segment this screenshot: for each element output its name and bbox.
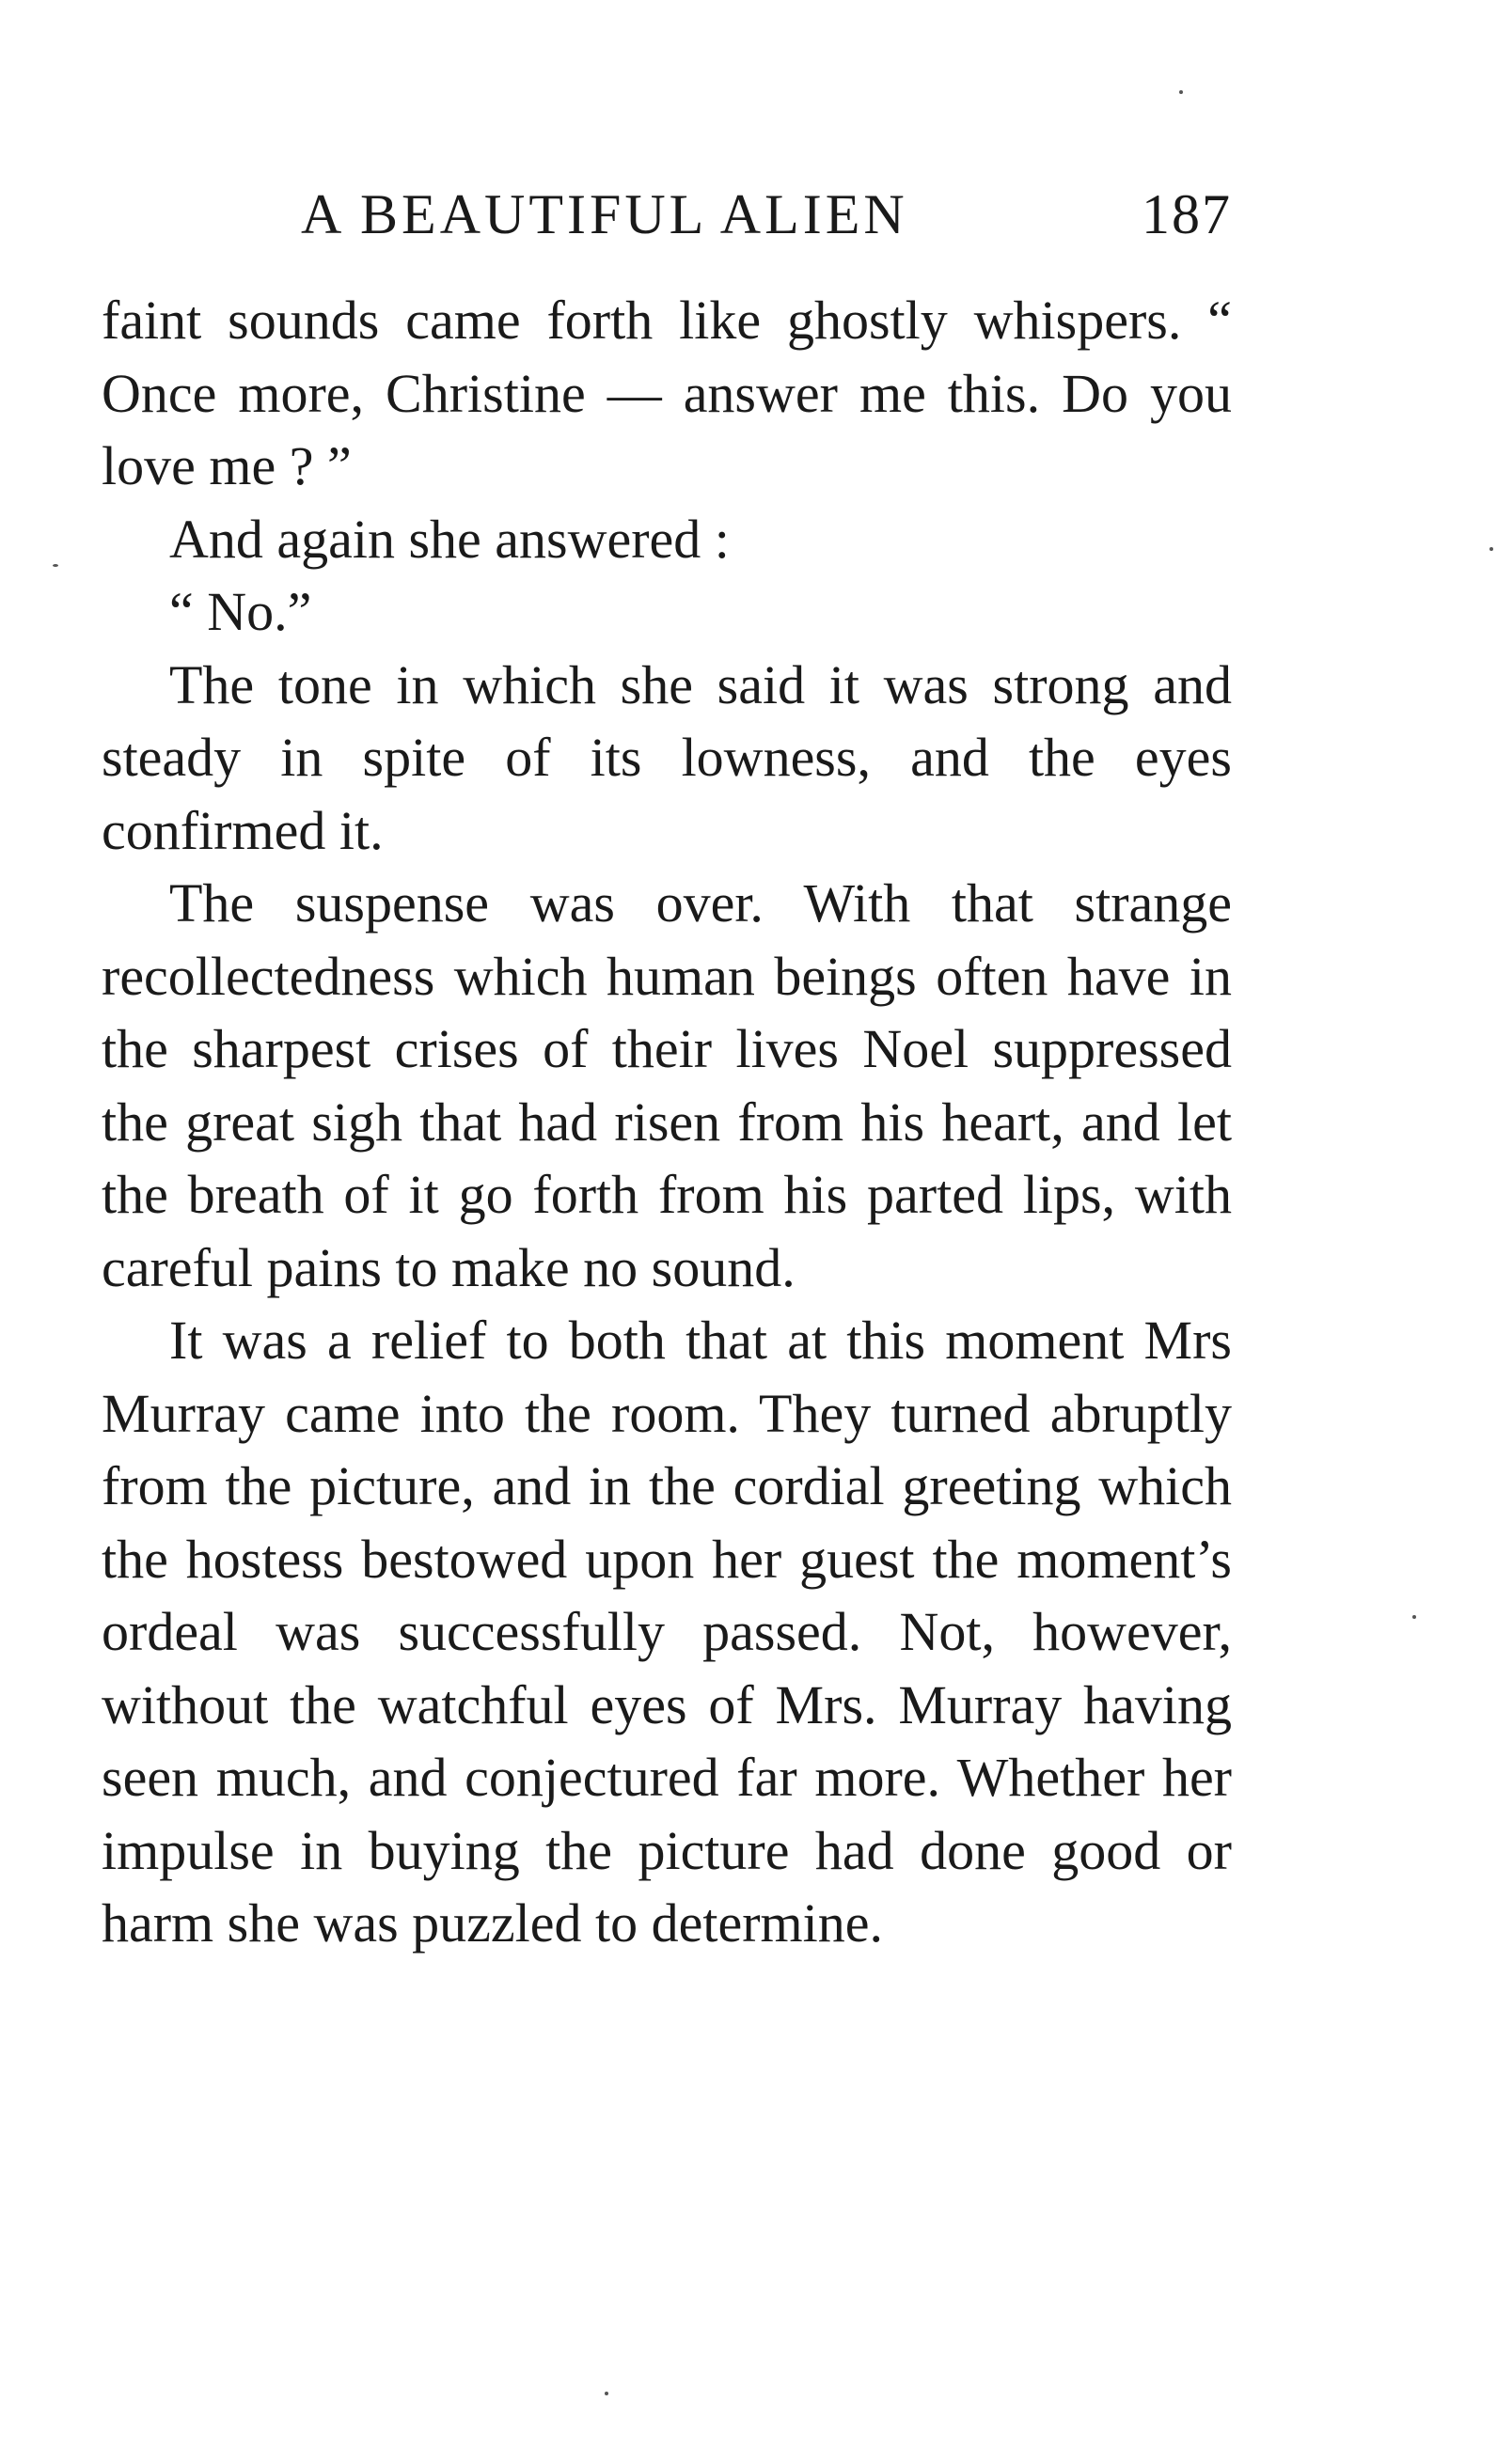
scan-speck xyxy=(1489,547,1493,551)
paragraph: The tone in which she said it was strong and steady in spite of its lowness, and the eyes confirmed it. xyxy=(102,653,1232,861)
scan-speck xyxy=(53,564,58,567)
page-header xyxy=(102,177,1232,252)
paragraph-continued: faint sounds came forth like ghostly whispers. “ Once more, Christine — answer me this. Do you love me ? ” xyxy=(102,290,1232,496)
scan-speck xyxy=(1179,90,1183,94)
paragraph: “ No.” xyxy=(169,581,312,642)
running-title: A BEAUTIFUL ALIEN xyxy=(301,183,908,245)
paragraph: The suspense was over. With that strange recollectedness which human beings often have in the sharpest crises of their lives Noel suppressed the great sigh that had risen from his heart, and let the breath of it go forth from his parted lips, with careful pains to make no sound. xyxy=(102,872,1232,1298)
scan-speck xyxy=(1412,1615,1416,1619)
scan-speck xyxy=(605,2392,608,2395)
paragraph: And again she answered : xyxy=(169,508,730,570)
paragraph: It was a relief to both that at this moment Mrs Murray came into the room. They turned abruptly from the picture, and in the cordial greeting which the hostess bestowed upon her guest the moment’s ordeal was successfully passed. Not, however, without the watchful eyes of Mrs. Murray having seen much, and conjectured far more. Whether her impulse in buying the picture had done good or harm she was puzzled to determine. xyxy=(102,1310,1232,1954)
page-number: 187 xyxy=(1142,183,1232,245)
body-text xyxy=(102,284,1232,1960)
